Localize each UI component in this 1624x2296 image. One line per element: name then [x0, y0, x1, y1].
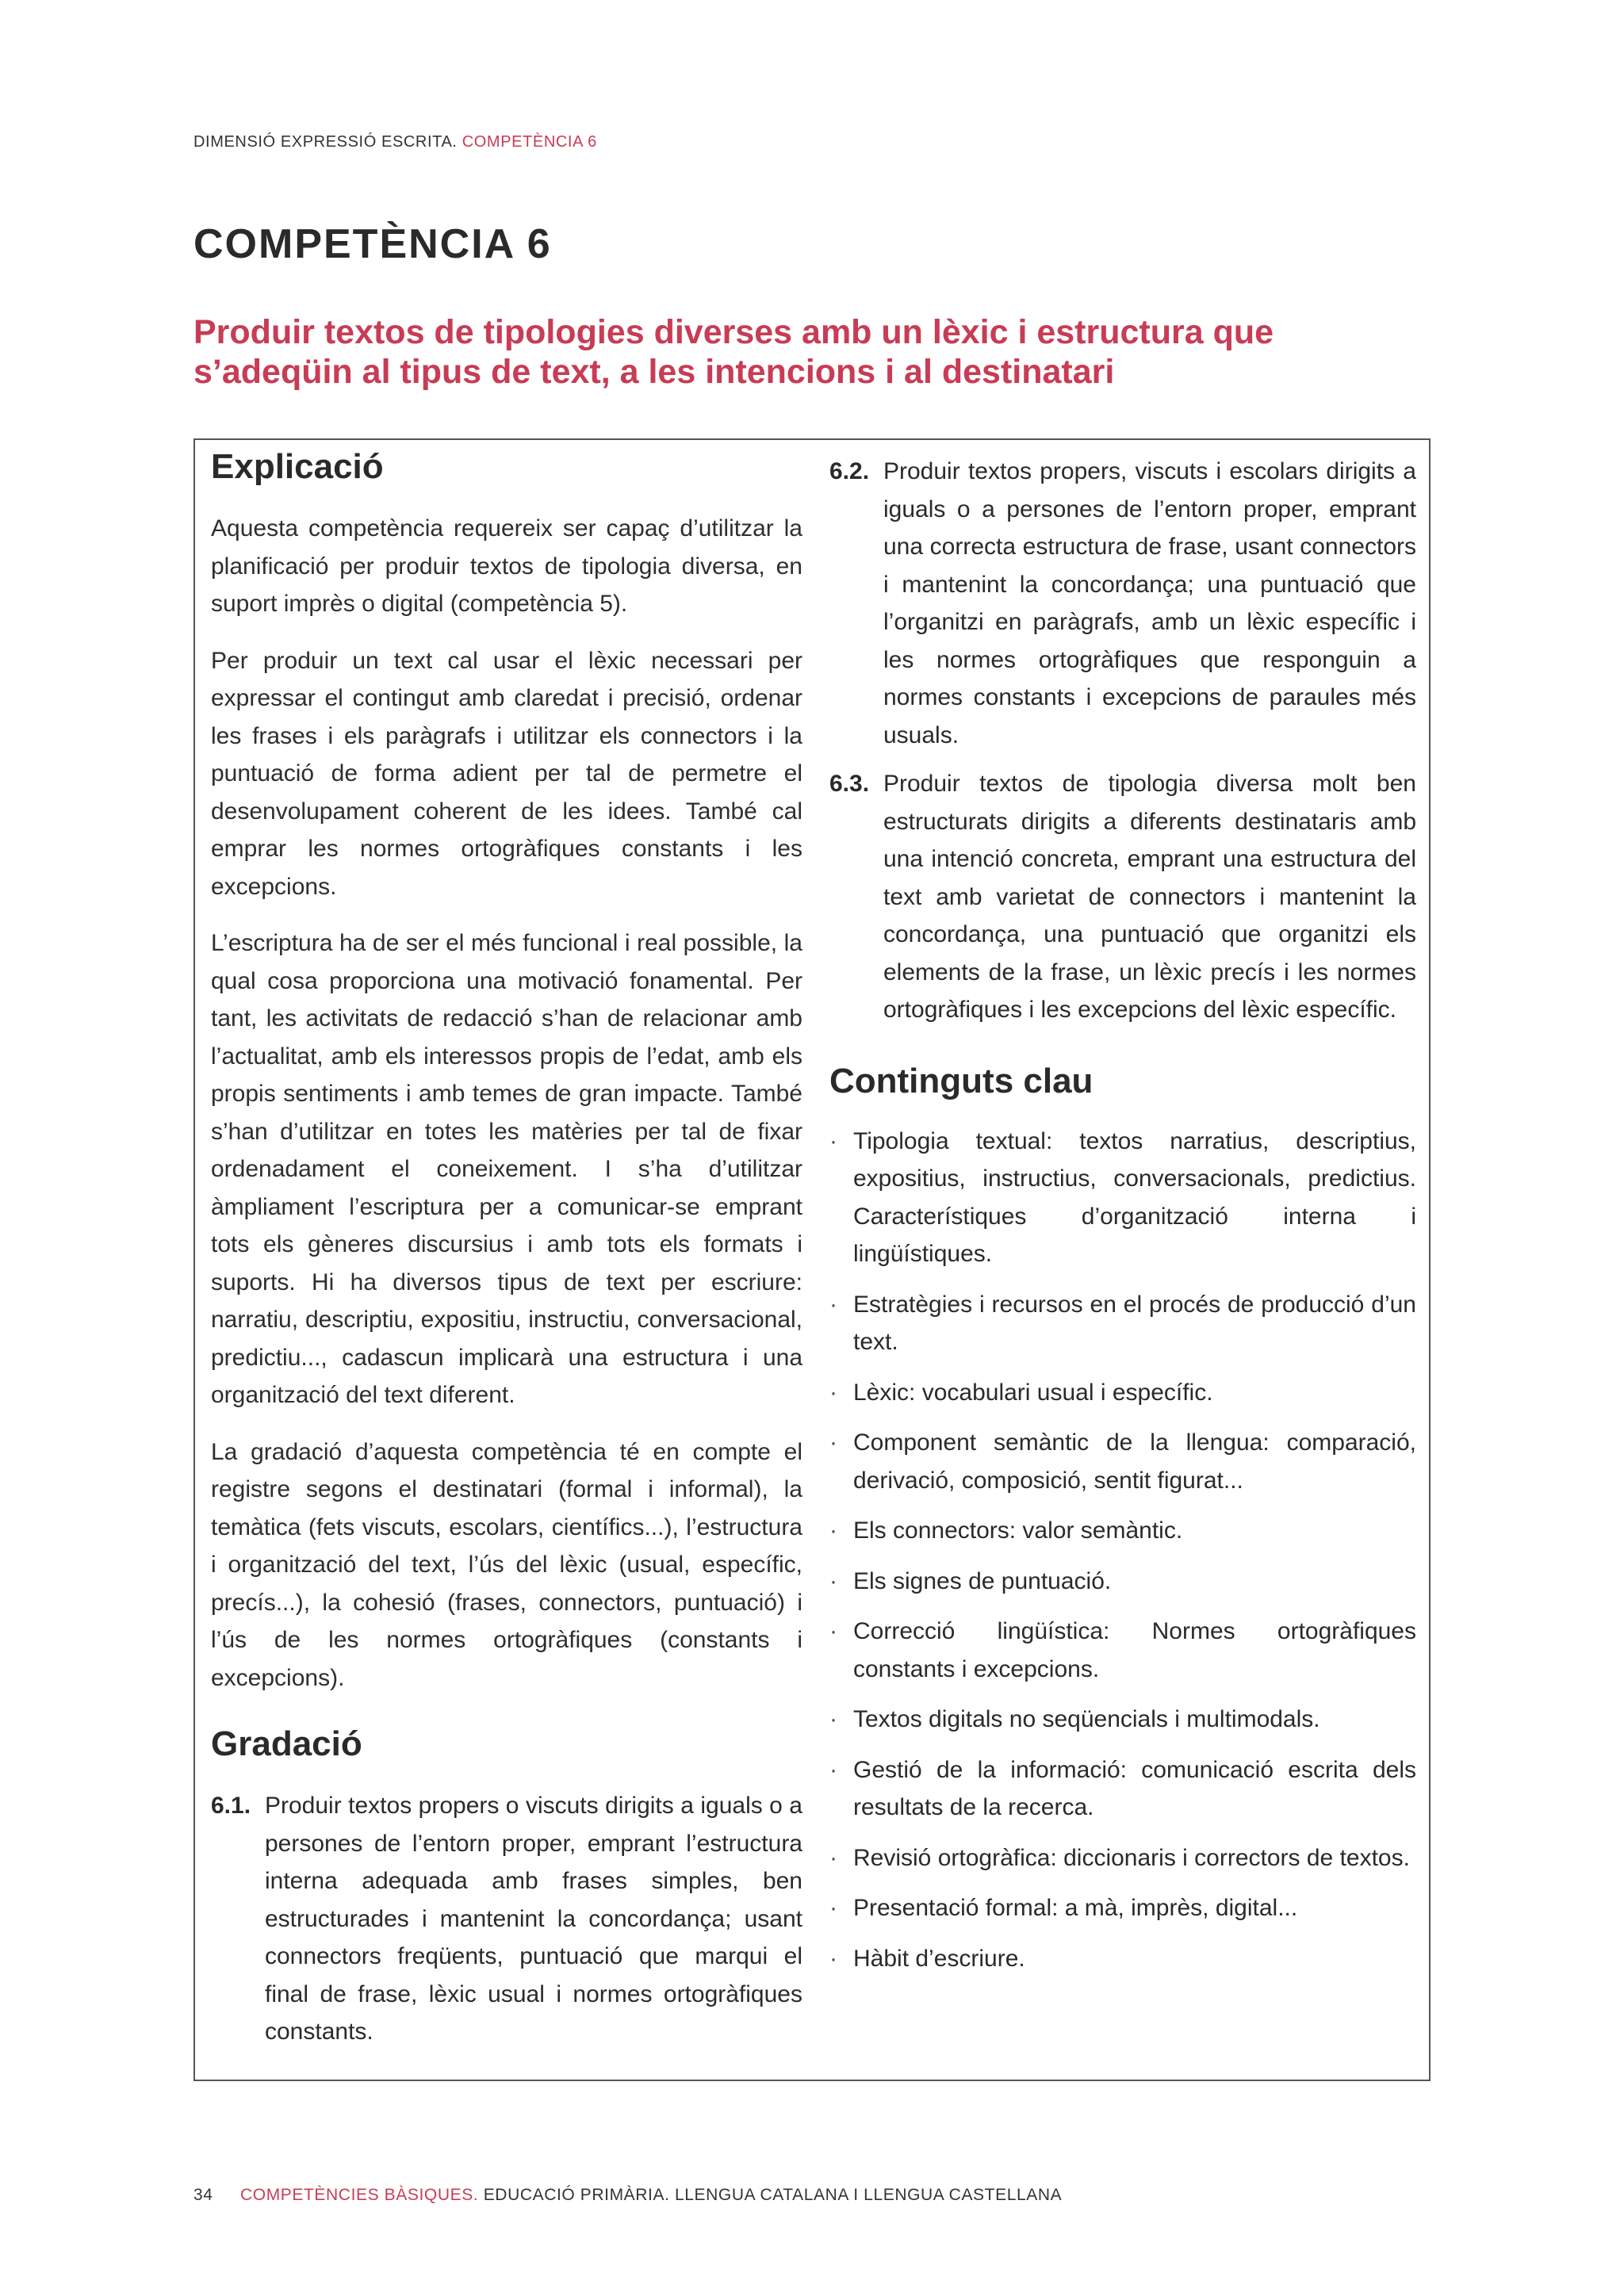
bullet-icon: · — [829, 1291, 837, 1318]
gradacio-text: Produir textos propers, viscuts i escolars dirigits a iguals o a persones de l’entorn proper, emprant una correcta estructura de frase, usant connectors i mantenint la concordança; una puntuació que l’organitzi en paràgrafs, amb un lèxic específic i les normes ortogràfiques que responguin a normes constants i excepcions de paraules més usuals. — [883, 458, 1416, 748]
list-item: · Revisió ortogràfica: diccionaris i correctors de textos. — [829, 1839, 1416, 1877]
gradacio-number: 6.2. — [829, 458, 870, 484]
bullet-icon: · — [829, 1756, 837, 1783]
bullet-icon: · — [829, 1895, 837, 1921]
gradacio-text: Produir textos de tipologia diversa molt ben estructurats dirigits a diferents destinataris amb una intenció concreta, emprant una estructura del text amb varietat de connectors i mantenint la concordança, una puntuació que organitzi els elements de la frase, un lèxic precís i les normes ortogràfiques i les excepcions del lèxic específic. — [883, 771, 1416, 1023]
left-column — [211, 440, 802, 2051]
continguts-heading: Continguts clau — [829, 1061, 1094, 1100]
footer-title: EDUCACIÓ PRIMÀRIA. LLENGUA CATALANA I LLENGUA CASTELLANA — [483, 2186, 1063, 2204]
page-title: COMPETÈNCIA 6 — [193, 221, 552, 267]
list-item: · Tipologia textual: textos narratius, descriptius, expositius, instructius, conversacionals, predictius. Característiques d’organització interna i lingüístiques. — [829, 1123, 1416, 1273]
bullet-icon: · — [829, 1844, 837, 1871]
running-header-section: DIMENSIÓ EXPRESSIÓ ESCRITA. — [193, 133, 458, 151]
page-number: 34 — [193, 2186, 213, 2204]
page-footer — [193, 2186, 1062, 2205]
gradacio-heading: Gradació — [211, 1724, 362, 1763]
gradacio-item — [829, 765, 1416, 1029]
gradacio-item — [211, 1787, 802, 2051]
list-item: · Els signes de puntuació. — [829, 1563, 1416, 1601]
bullet-icon: · — [829, 1567, 837, 1594]
bullet-icon: · — [829, 1618, 837, 1644]
bullet-icon: · — [829, 1945, 837, 1972]
running-header-competence: COMPETÈNCIA 6 — [462, 133, 597, 151]
explicacio-paragraph: L’escriptura ha de ser el més funcional i real possible, la qual cosa proporciona una motivació fonamental. Per tant, les activitats de redacció s’han de relacionar amb l’actualitat, amb els interessos propis de l’edat, amb els propis sentiments i amb temes de gran impacte. També s’han d’utilitzar en totes les matèries per tal de fixar ordenadament el coneixement. I s’ha d’utilitzar àmpliament l’escriptura per a comunicar-se emprant tots els gèneres discursius i amb tots els formats i suports. Hi ha diversos tipus de text per escriure: narratiu, descriptiu, expositiu, instructiu, conversacional, predictiu..., cadascun implicarà una estructura i una organització del text diferent. — [211, 930, 802, 1408]
explicacio-paragraph: Per produir un text cal usar el lèxic necessari per expressar el contingut amb claredat i precisió, ordenar les frases i els paràgrafs i utilitzar els connectors i la puntuació de forma adient per tal de permetre el desenvolupament coherent de les idees. També cal emprar les normes ortogràfiques constants i les excepcions. — [211, 647, 802, 900]
continguts-list — [829, 1123, 1416, 1978]
list-item: · Gestió de la informació: comunicació escrita dels resultats de la recerca. — [829, 1751, 1416, 1827]
footer-series: COMPETÈNCIES BÀSIQUES. — [240, 2186, 479, 2204]
running-header — [193, 133, 597, 151]
bullet-icon: · — [829, 1379, 837, 1406]
gradacio-item — [829, 453, 1416, 754]
gradacio-text: Produir textos propers o viscuts dirigits a iguals o a persones de l’entorn proper, emprant l’estructura interna adequada amb frases simples, ben estructurades i mantenint la concordança; usant connectors freqüents, puntuació que marqui el final de frase, lèxic usual i normes ortogràfiques constants. — [265, 1793, 802, 2045]
content-box — [193, 438, 1431, 2081]
page-subtitle: Produir textos de tipologies diverses amb un lèxic i estructura que s’adeqüin al tipus de text, a les intencions i al destinatari — [193, 313, 1274, 391]
gradacio-number: 6.1. — [211, 1793, 251, 1819]
explicacio-paragraph: Aquesta competència requereix ser capaç d’utilitzar la planificació per produir textos de tipologia diversa, en suport imprès o digital (competència 5). — [211, 515, 802, 617]
list-item: · Component semàntic de la llengua: comparació, derivació, composició, sentit figurat... — [829, 1424, 1416, 1499]
list-item: · Els connectors: valor semàntic. — [829, 1512, 1416, 1550]
list-item: · Textos digitals no seqüencials i multimodals. — [829, 1701, 1416, 1739]
explicacio-heading: Explicació — [211, 447, 384, 486]
bullet-icon: · — [829, 1706, 837, 1732]
list-item: · Estratègies i recursos en el procés de producció d’un text. — [829, 1286, 1416, 1361]
gradacio-number: 6.3. — [829, 771, 870, 797]
right-column — [829, 440, 1416, 1990]
bullet-icon: · — [829, 1127, 837, 1154]
list-item: · Presentació formal: a mà, imprès, digital... — [829, 1889, 1416, 1927]
bullet-icon: · — [829, 1429, 837, 1456]
list-item: · Correcció lingüística: Normes ortogràfiques constants i excepcions. — [829, 1613, 1416, 1688]
bullet-icon: · — [829, 1517, 837, 1544]
list-item: · Hàbit d’escriure. — [829, 1940, 1416, 1978]
explicacio-paragraph: La gradació d’aquesta competència té en compte el registre segons el destinatari (formal i informal), la temàtica (fets viscuts, escolars, científics...), l’estructura i organització del text, l’ús del lèxic (usual, específic, precís...), la cohesió (frases, connectors, puntuació) i l’ús de les normes ortogràfiques (constants i excepcions). — [211, 1438, 802, 1691]
list-item: · Lèxic: vocabulari usual i específic. — [829, 1374, 1416, 1412]
